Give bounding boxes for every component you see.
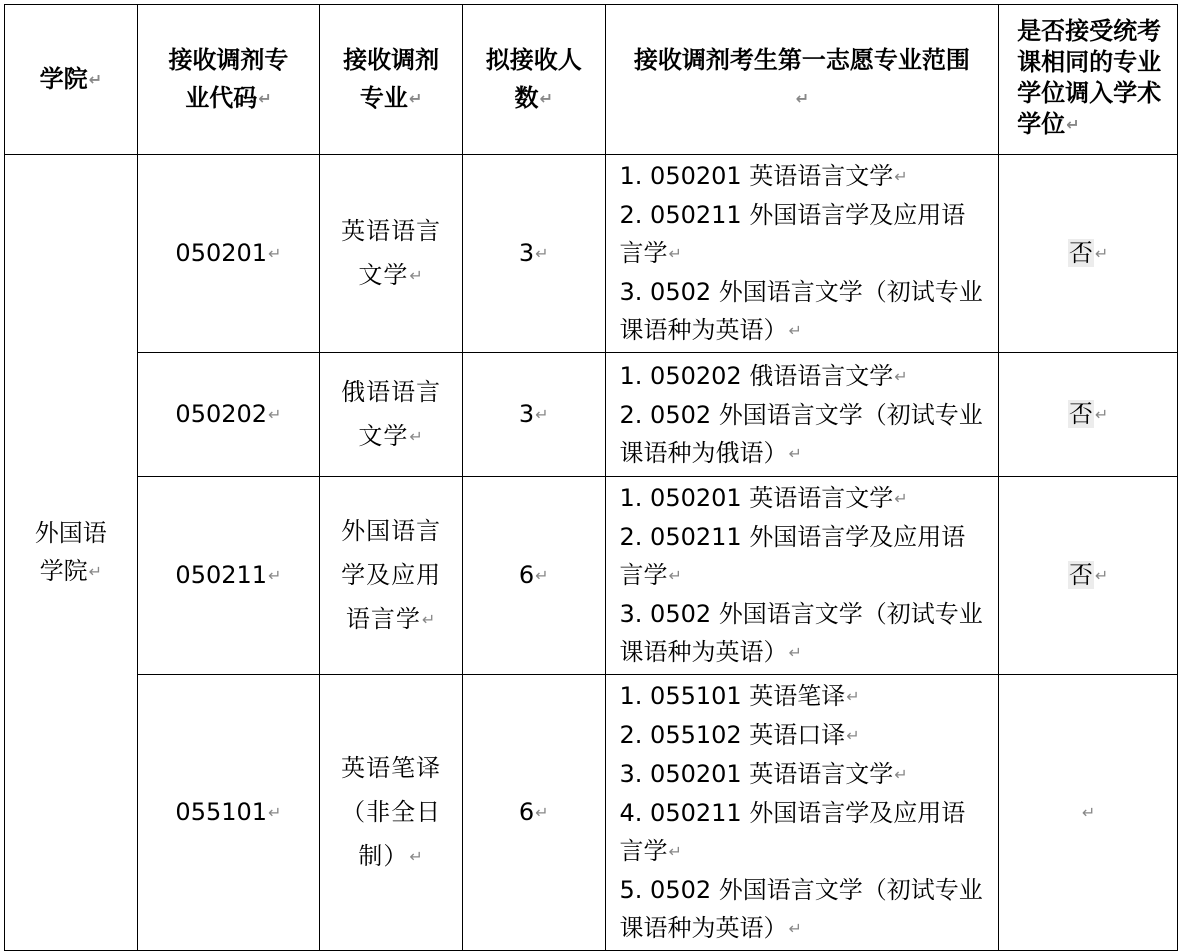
range-cell <box>605 353 999 477</box>
quota-cell: 3↵ <box>462 155 605 353</box>
table-row <box>5 155 1178 353</box>
header-first-choice-range: 接收调剂考生第一志愿专业范围↵ <box>605 5 999 155</box>
paragraph-mark-icon: ↵ <box>894 489 908 508</box>
paragraph-mark-icon: ↵ <box>846 687 860 706</box>
table-row <box>5 477 1178 675</box>
major-cell: 英语语言文学↵ <box>320 155 463 353</box>
paragraph-mark-icon: ↵ <box>409 427 424 446</box>
paragraph-mark-icon: ↵ <box>535 803 549 822</box>
quota-cell: 6↵ <box>462 675 605 951</box>
paragraph-mark-icon: ↵ <box>535 405 549 424</box>
paragraph-mark-icon: ↵ <box>788 321 802 340</box>
paragraph-mark-icon: ↵ <box>788 643 802 662</box>
range-item: 2. 050211 外国语言学及应用语言学↵ <box>619 201 966 267</box>
accept-cell: 否 ↵ <box>999 155 1178 353</box>
paragraph-mark-icon: ↵ <box>88 562 102 581</box>
paragraph-mark-icon: ↵ <box>535 244 549 263</box>
range-item: 2. 050211 外国语言学及应用语言学↵ <box>619 523 966 589</box>
table-row <box>5 353 1178 477</box>
paragraph-mark-icon: ↵ <box>268 803 282 822</box>
range-item: 1. 050201 英语语言文学↵ <box>619 162 908 190</box>
range-item: 1. 055101 英语笔译↵ <box>619 682 860 710</box>
major-cell: 外国语言学及应用语言学↵ <box>320 477 463 675</box>
paragraph-mark-icon: ↵ <box>788 443 802 463</box>
paragraph-mark-icon: ↵ <box>1094 405 1109 424</box>
header-accept-professional: 是否接受统考课相同的专业学位调入学术学位↵ <box>999 5 1178 155</box>
major-cell: 俄语语言文学↵ <box>320 353 463 477</box>
accept-cell: 否 ↵ <box>999 477 1178 675</box>
range-cell <box>605 155 999 353</box>
paragraph-mark-icon: ↵ <box>88 70 102 89</box>
range-cell <box>605 477 999 675</box>
range-item: 4. 050211 外国语言学及应用语言学↵ <box>619 799 966 865</box>
college-cell: 外国语学院↵ <box>5 155 138 951</box>
header-row <box>5 5 1178 155</box>
range-item: 2. 0502 外国语言文学（初试专业课语种为俄语）↵ <box>619 400 983 467</box>
paragraph-mark-icon: ↵ <box>535 566 549 585</box>
range-item: 3. 0502 外国语言文学（初试专业课语种为英语）↵ <box>619 600 983 666</box>
header-quota: 拟接收人数↵ <box>462 5 605 155</box>
paragraph-mark-icon: ↵ <box>539 89 553 108</box>
paragraph-mark-icon: ↵ <box>258 89 272 108</box>
paragraph-mark-icon: ↵ <box>268 566 282 585</box>
paragraph-mark-icon: ↵ <box>409 847 424 866</box>
paragraph-mark-icon: ↵ <box>1081 803 1096 822</box>
quota-cell: 6↵ <box>462 477 605 675</box>
paragraph-mark-icon: ↵ <box>668 842 682 861</box>
accept-cell: 否 ↵ <box>999 353 1178 477</box>
accept-cell <box>999 675 1178 951</box>
paragraph-mark-icon: ↵ <box>668 244 682 263</box>
header-major-code: 接收调剂专业代码↵ <box>137 5 320 155</box>
paragraph-mark-icon: ↵ <box>1094 566 1109 585</box>
range-item: 1. 050202 俄语语言文学↵ <box>619 361 908 390</box>
header-college: 学院↵ <box>5 5 138 155</box>
paragraph-mark-icon: ↵ <box>894 765 908 784</box>
paragraph-mark-icon: ↵ <box>668 566 682 585</box>
paragraph-mark-icon: ↵ <box>268 244 282 263</box>
paragraph-mark-icon: ↵ <box>846 726 860 745</box>
major-code-cell: 050211↵ <box>137 477 320 675</box>
range-item: 3. 0502 外国语言文学（初试专业课语种为英语）↵ <box>619 278 983 344</box>
paragraph-mark-icon: ↵ <box>1094 244 1109 263</box>
paragraph-mark-icon: ↵ <box>894 167 908 186</box>
paragraph-mark-icon: ↵ <box>788 919 802 938</box>
major-cell: 英语笔译（非全日制）↵ <box>320 675 463 951</box>
major-code-cell: 055101↵ <box>137 675 320 951</box>
range-item: 5. 0502 外国语言文学（初试专业课语种为英语）↵ <box>619 876 983 942</box>
major-code-cell: 050201↵ <box>137 155 320 353</box>
adjustment-table <box>4 4 1178 951</box>
paragraph-mark-icon: ↵ <box>795 89 810 108</box>
paragraph-mark-icon: ↵ <box>408 89 423 108</box>
header-major: 接收调剂专业↵ <box>320 5 463 155</box>
paragraph-mark-icon: ↵ <box>894 366 908 386</box>
paragraph-mark-icon: ↵ <box>421 610 437 629</box>
paragraph-mark-icon: ↵ <box>1066 115 1080 134</box>
range-item: 3. 050201 英语语言文学↵ <box>619 760 908 788</box>
table-row <box>5 675 1178 951</box>
quota-cell: 3↵ <box>462 353 605 477</box>
paragraph-mark-icon: ↵ <box>268 405 282 424</box>
range-item: 2. 055102 英语口译↵ <box>619 721 860 749</box>
paragraph-mark-icon: ↵ <box>409 266 424 285</box>
major-code-cell: 050202↵ <box>137 353 320 477</box>
range-item: 1. 050201 英语语言文学↵ <box>619 484 908 512</box>
range-cell <box>605 675 999 951</box>
